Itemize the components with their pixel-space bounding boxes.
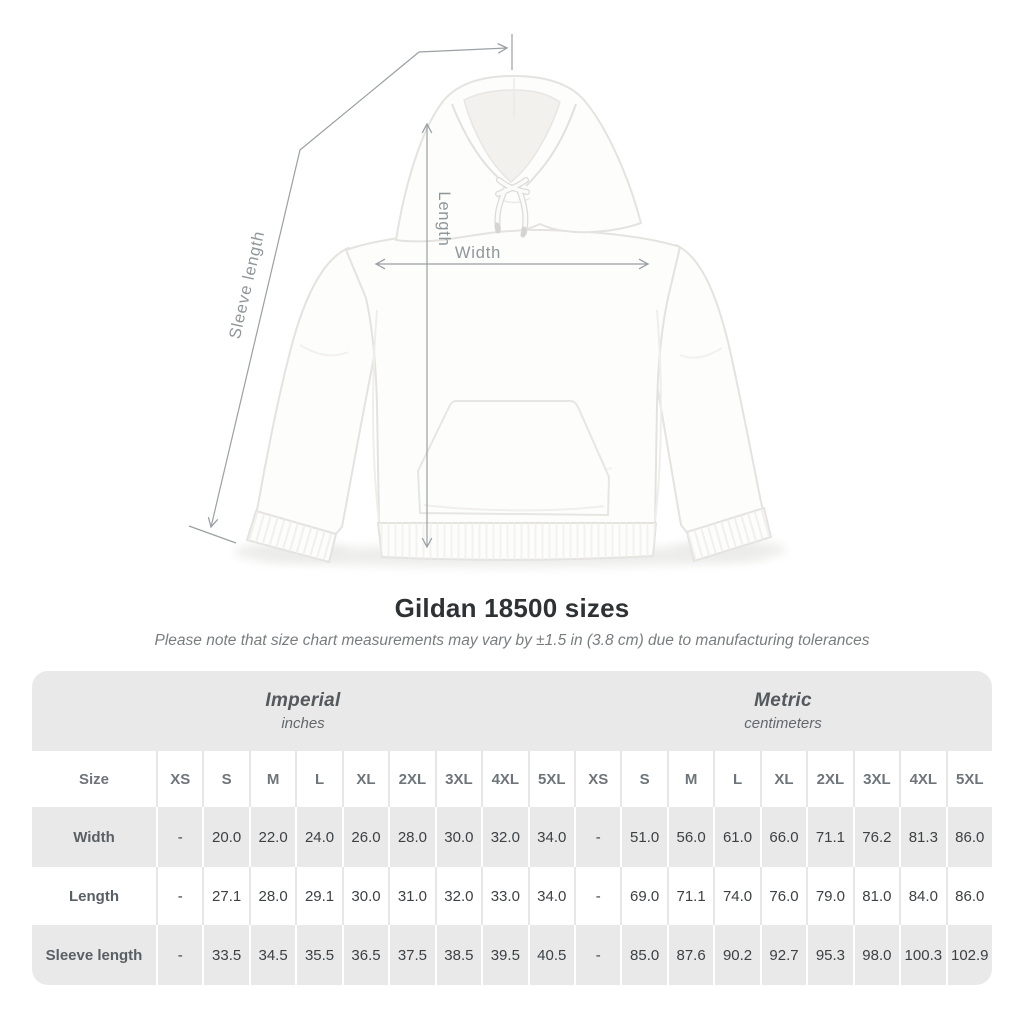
value-cell: 27.1 [202, 867, 248, 925]
value-cell: 39.5 [481, 925, 527, 985]
value-cell: 79.0 [806, 867, 852, 925]
value-cell: 95.3 [806, 925, 852, 985]
row-label: Width [32, 807, 156, 867]
size-header-cell: 3XL [435, 751, 481, 807]
size-header-cell: L [713, 751, 759, 807]
value-cell: 32.0 [481, 807, 527, 867]
value-cell: 20.0 [202, 807, 248, 867]
value-cell: 98.0 [853, 925, 899, 985]
value-cell: 34.0 [528, 867, 574, 925]
size-table [32, 671, 992, 985]
value-cell: 51.0 [620, 807, 666, 867]
value-cell: 74.0 [713, 867, 759, 925]
sleeve-length-label: Sleeve length [225, 229, 269, 341]
value-cell: 66.0 [760, 807, 806, 867]
value-cell: 86.0 [946, 867, 992, 925]
size-header-cell: M [249, 751, 295, 807]
value-cell: 31.0 [388, 867, 434, 925]
value-cell: - [574, 867, 620, 925]
value-cell: 81.3 [899, 807, 945, 867]
size-header-cell: 4XL [481, 751, 527, 807]
value-cell: 86.0 [946, 807, 992, 867]
imperial-label: Imperial [265, 690, 341, 711]
value-cell: 102.9 [946, 925, 992, 985]
value-cell: - [156, 807, 202, 867]
size-header-cell: 2XL [806, 751, 852, 807]
value-cell: 84.0 [899, 867, 945, 925]
value-cell: - [156, 925, 202, 985]
metric-group-header [574, 671, 992, 751]
width-row [32, 807, 992, 867]
size-header-cell: XL [760, 751, 806, 807]
size-header-cell: 4XL [899, 751, 945, 807]
value-cell: 33.0 [481, 867, 527, 925]
value-cell: 34.0 [528, 807, 574, 867]
value-cell: 76.0 [760, 867, 806, 925]
size-header-cell: XL [342, 751, 388, 807]
size-header-row [32, 751, 992, 807]
value-cell: 61.0 [713, 807, 759, 867]
value-cell: 81.0 [853, 867, 899, 925]
length-row [32, 867, 992, 925]
size-header-cell: 2XL [388, 751, 434, 807]
imperial-unit-label: inches [281, 715, 325, 732]
value-cell: 87.6 [667, 925, 713, 985]
value-cell: 69.0 [620, 867, 666, 925]
hoodie-illustration [234, 76, 786, 567]
value-cell: 37.5 [388, 925, 434, 985]
value-cell: 30.0 [435, 807, 481, 867]
size-header-cell: 3XL [853, 751, 899, 807]
value-cell: 100.3 [899, 925, 945, 985]
value-cell: 36.5 [342, 925, 388, 985]
value-cell: 92.7 [760, 925, 806, 985]
value-cell: - [156, 867, 202, 925]
value-cell: - [574, 925, 620, 985]
value-cell: 33.5 [202, 925, 248, 985]
value-cell: 85.0 [620, 925, 666, 985]
value-cell: 32.0 [435, 867, 481, 925]
value-cell: 28.0 [249, 867, 295, 925]
size-header-cell: 5XL [946, 751, 992, 807]
size-header-cell: L [295, 751, 341, 807]
value-cell: 38.5 [435, 925, 481, 985]
unit-group-header-row [32, 671, 992, 751]
width-label: Width [454, 244, 502, 262]
value-cell: 35.5 [295, 925, 341, 985]
value-cell: 71.1 [667, 867, 713, 925]
value-cell: 28.0 [388, 807, 434, 867]
size-header-cell: M [667, 751, 713, 807]
metric-unit-label: centimeters [744, 715, 822, 732]
length-label: Length [435, 191, 453, 247]
size-header-cell: XS [574, 751, 620, 807]
row-label: Sleeve length [32, 925, 156, 985]
value-cell: 56.0 [667, 807, 713, 867]
size-header-cell: S [620, 751, 666, 807]
tolerance-note: Please note that size chart measurements may vary by ±1.5 in (3.8 cm) due to manufacturing tolerances [154, 632, 870, 649]
row-label: Length [69, 887, 119, 905]
value-cell: 26.0 [342, 807, 388, 867]
size-header-cell: 5XL [528, 751, 574, 807]
size-header-cell: S [202, 751, 248, 807]
value-cell: 90.2 [713, 925, 759, 985]
value-cell: - [574, 807, 620, 867]
imperial-group-header [32, 671, 574, 751]
chart-title: Gildan 18500 sizes [394, 593, 630, 623]
value-cell: 40.5 [528, 925, 574, 985]
metric-label: Metric [754, 690, 812, 711]
value-cell: 34.5 [249, 925, 295, 985]
value-cell: 71.1 [806, 807, 852, 867]
size-header-cell: XS [156, 751, 202, 807]
value-cell: 24.0 [295, 807, 341, 867]
value-cell: 29.1 [295, 867, 341, 925]
size-column-header: Size [78, 770, 109, 788]
value-cell: 30.0 [342, 867, 388, 925]
sleeve-length-row [32, 925, 992, 985]
value-cell: 22.0 [249, 807, 295, 867]
value-cell: 76.2 [853, 807, 899, 867]
